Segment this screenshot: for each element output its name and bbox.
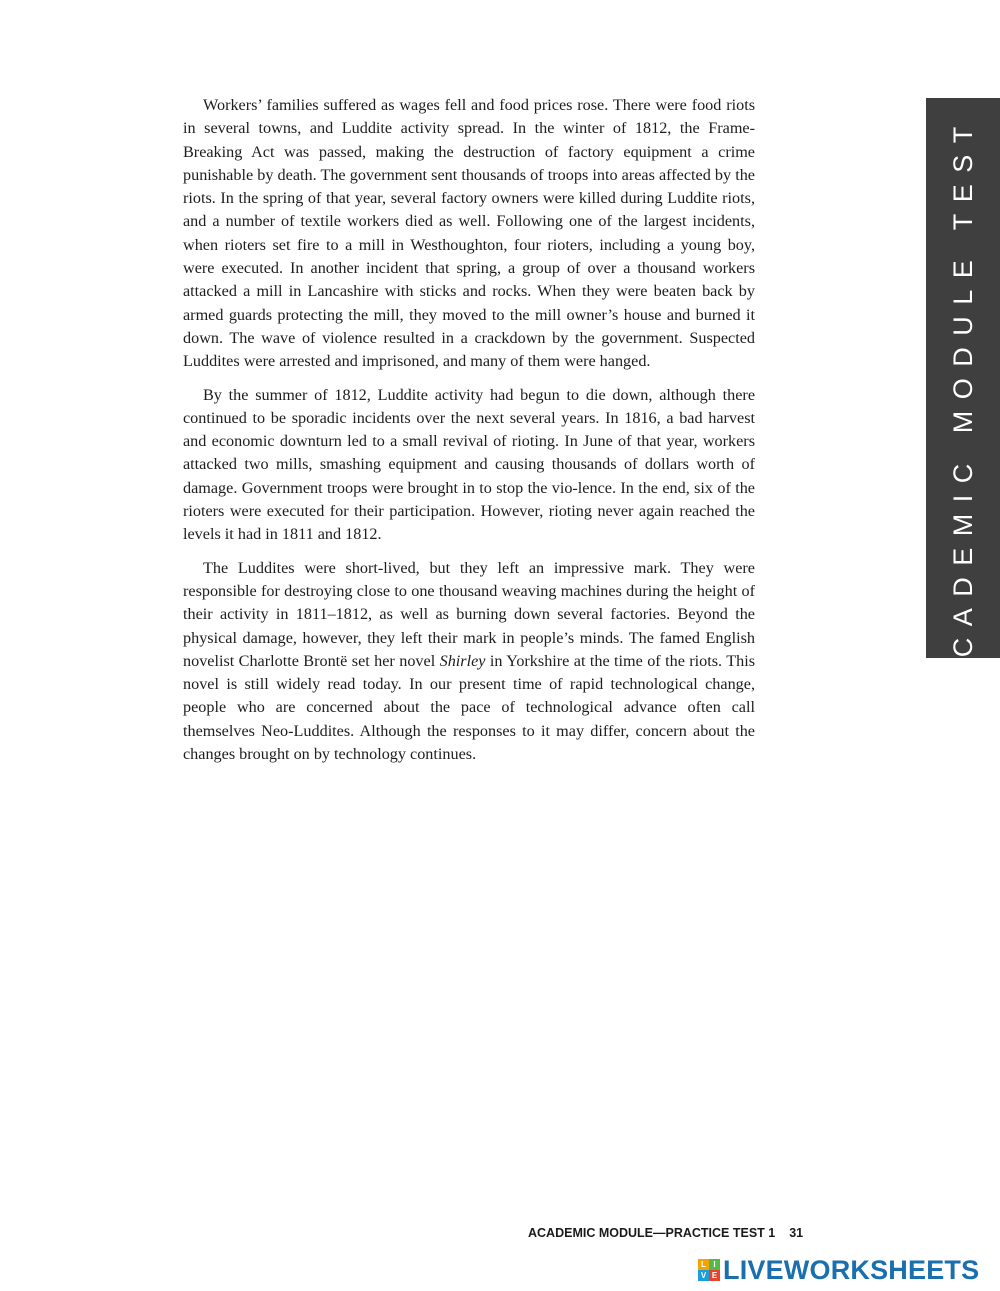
footer-label: ACADEMIC MODULE—PRACTICE TEST 1	[528, 1226, 776, 1240]
page-number: 31	[789, 1226, 804, 1240]
paragraph-3-text-before: The Luddites were short-lived, but they left an impressive mark. They were responsible for destroying close to one thousand weaving machines during the height of their activity in 1811–1812, as well as burning down several factories. Beyond the physical damage, however, they left their mark in people’s minds. The famed English novelist Charlotte Brontë set her novel	[183, 558, 755, 670]
side-section-tab	[926, 69, 1000, 687]
liveworksheets-brand	[698, 1254, 979, 1286]
article-body	[183, 94, 755, 776]
liveworksheets-logo-icon: L I V E	[698, 1259, 720, 1281]
paragraph-3-text-after: in Yorkshire at the time of the riots. This novel is still widely read today. In our present time of rapid technological change, people who are concerned about the pace of technological advance often call themselves Neo-Luddites. Although the responses to it may differ, concern about the changes brought on by technology continues.	[183, 651, 755, 764]
paragraph-2: By the summer of 1812, Luddite activity had begun to die down, although there continued to be sporadic incidents over the next several years. In 1816, a bad harvest and economic downturn led to a small revival of rioting. In June of that year, workers attacked two mills, smashing equipment and causing thousands of dollars worth of damage. Government troops were brought in to stop the vio-lence. In the end, six of the rioters were executed for their participation. However, rioting never again reached the levels it had in 1811 and 1812.	[183, 385, 755, 544]
liveworksheets-wordmark: LIVEWORKSHEETS	[723, 1254, 980, 1285]
paragraph-1: Workers’ families suffered as wages fell and food prices rose. There were food riots in several towns, and Luddite activity spread. In the winter of 1812, the Frame-Breaking Act was passed, making the destruction of factory equipment a crime punishable by death. The government sent thousands of troops into areas affected by the riots. In the spring of that year, several factory owners were killed during Luddite riots, and a number of textile workers died as well. Following one of the largest incidents, when rioters set fire to a mill in Westhoughton, four rioters, including a young boy, were executed. In another incident that spring, a group of over a thousand workers attacked a mill in Lancashire with sticks and rocks. When they were beaten back by armed guards protecting the mill, they moved to the mill owner’s house and burned it down. The wave of violence resulted in a crackdown by the government. Suspected Luddites were arrested and imprisoned, and many of them were hanged.	[183, 96, 755, 371]
novel-title: Shirley	[439, 651, 486, 670]
page-footer	[528, 1226, 803, 1240]
paragraph-3	[183, 557, 755, 767]
side-tab-label: ACADEMIC MODULE TEST 1	[947, 69, 978, 687]
